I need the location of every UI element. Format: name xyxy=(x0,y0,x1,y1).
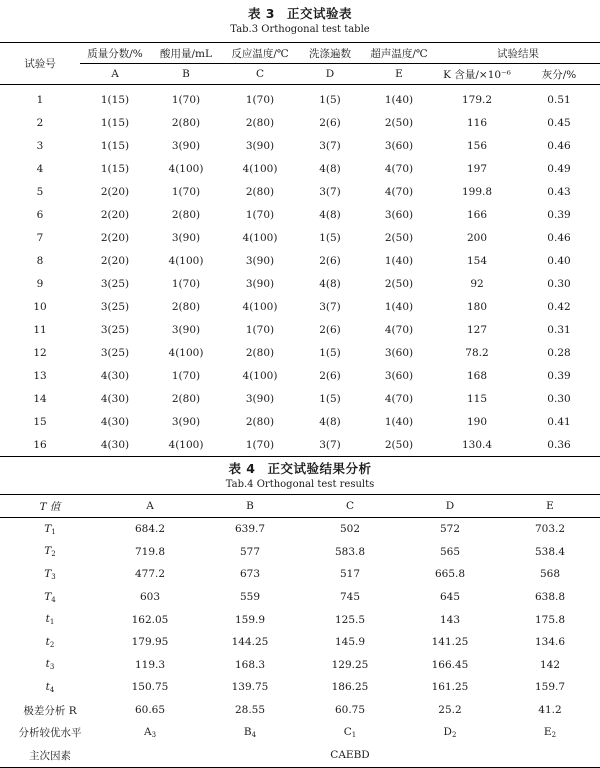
cell-b: 168.3 xyxy=(234,658,266,671)
cell-factor-c: 2(80) xyxy=(245,185,275,198)
cell-factor-d: 4(8) xyxy=(319,277,341,290)
cell-factor-a: 1(15) xyxy=(100,162,130,175)
cell-a: 119.3 xyxy=(134,658,166,671)
cell-factor-e: 1(40) xyxy=(384,300,414,313)
cell-factor-a: 1(15) xyxy=(100,116,130,129)
cell-factor-d: 4(8) xyxy=(319,208,341,221)
optimal-e xyxy=(500,721,600,744)
cell-e: 41.2 xyxy=(538,704,562,717)
cell-factor-d: 2(6) xyxy=(319,369,341,382)
cell-factor-a: 2(20) xyxy=(100,208,130,221)
table-row xyxy=(0,410,600,433)
optimal-level: 1 xyxy=(351,731,357,740)
cell-factor-b: 3(90) xyxy=(171,231,201,244)
cell-k-content: 166 xyxy=(466,208,488,221)
row-label-subscript: 3 xyxy=(49,663,55,672)
header-factor-c: 反应温度/℃ xyxy=(231,47,289,60)
cell-c: 60.75 xyxy=(334,704,366,717)
cell-factor-d: 4(8) xyxy=(319,162,341,175)
header-t-value: T 值 xyxy=(0,495,100,518)
table-row xyxy=(0,249,600,272)
cell-factor-a: 1(15) xyxy=(100,139,130,152)
cell-factor-a: 4(30) xyxy=(100,415,130,428)
cell-factor-b: 1(70) xyxy=(171,277,201,290)
cell-ash: 0.31 xyxy=(547,323,571,336)
cell-d: 565 xyxy=(439,545,461,558)
cell-factor-e: 2(50) xyxy=(384,231,414,244)
cell-b: 559 xyxy=(239,591,261,604)
cell-factor-e: 2(50) xyxy=(384,116,414,129)
header-trial-no: 试验号 xyxy=(0,43,80,85)
header-results: 试验结果 xyxy=(497,47,539,60)
cell-trial-no: 1 xyxy=(36,93,44,106)
cell-e: 159.7 xyxy=(534,681,566,694)
cell-factor-b: 4(100) xyxy=(168,162,204,175)
cell-factor-b: 4(100) xyxy=(168,438,204,451)
header-e: E xyxy=(500,495,600,518)
cell-k-content: 130.4 xyxy=(461,438,493,451)
cell-factor-b: 4(100) xyxy=(168,254,204,267)
header-code-b: B xyxy=(150,64,222,85)
table4-caption-title: 正交试验结果分析 xyxy=(267,461,372,476)
table-row xyxy=(0,676,600,699)
cell-a: 179.95 xyxy=(131,636,169,649)
cell-factor-c: 4(100) xyxy=(242,162,278,175)
row-label-subscript: 4 xyxy=(49,685,55,694)
table-row xyxy=(0,586,600,609)
table3-caption-number: 表 3 xyxy=(247,6,276,21)
row-label xyxy=(0,654,100,677)
cell-factor-c: 2(80) xyxy=(245,415,275,428)
cell-factor-a: 2(20) xyxy=(100,254,130,267)
cell-e: 142 xyxy=(539,658,561,671)
row-label: 分析较优水平 xyxy=(18,727,82,740)
optimal-b xyxy=(200,721,300,744)
cell-factor-c: 3(90) xyxy=(245,277,275,290)
header-code-e: E xyxy=(362,64,436,85)
cell-trial-no: 6 xyxy=(36,208,44,221)
cell-k-content: 168 xyxy=(466,369,488,382)
cell-factor-d: 2(6) xyxy=(319,323,341,336)
table-row xyxy=(0,364,600,387)
header-code-c: C xyxy=(222,64,298,85)
cell-d: 572 xyxy=(439,523,461,536)
cell-e: 568 xyxy=(539,568,561,581)
cell-ash: 0.30 xyxy=(547,277,571,290)
table4-caption-english: Tab.4 Orthogonal test results xyxy=(225,479,375,490)
cell-factor-c: 4(100) xyxy=(242,231,278,244)
cell-trial-no: 8 xyxy=(36,254,44,267)
header-b: B xyxy=(200,495,300,518)
table-row xyxy=(0,318,600,341)
optimal-factor: C xyxy=(343,726,352,739)
cell-b: 144.25 xyxy=(231,636,269,649)
cell-ash: 0.51 xyxy=(547,93,571,106)
cell-factor-c: 1(70) xyxy=(245,323,275,336)
row-label-subscript: 1 xyxy=(49,618,55,627)
factor-order-value: CAEBD xyxy=(330,749,370,762)
row-label-text: t xyxy=(45,658,50,671)
cell-a: 60.65 xyxy=(134,704,166,717)
cell-e: 134.6 xyxy=(534,636,566,649)
cell-trial-no: 2 xyxy=(36,116,44,129)
table-row xyxy=(0,541,600,564)
cell-trial-no: 5 xyxy=(36,185,44,198)
cell-trial-no: 4 xyxy=(36,162,44,175)
row-label xyxy=(0,541,100,564)
optimal-a xyxy=(100,721,200,744)
cell-factor-a: 2(20) xyxy=(100,185,130,198)
header-factor-b: 酸用量/mL xyxy=(160,47,212,60)
cell-factor-b: 1(70) xyxy=(171,185,201,198)
cell-trial-no: 16 xyxy=(33,438,47,451)
row-label-text: T xyxy=(44,545,52,558)
row-label-subscript: 2 xyxy=(51,550,56,559)
cell-c: 583.8 xyxy=(334,545,366,558)
cell-factor-d: 2(6) xyxy=(319,254,341,267)
optimal-level: 4 xyxy=(251,731,257,740)
cell-factor-e: 4(70) xyxy=(384,162,414,175)
cell-trial-no: 3 xyxy=(36,139,44,152)
header-factor-d: 洗涤遍数 xyxy=(309,47,351,60)
cell-k-content: 78.2 xyxy=(465,346,489,359)
table3-caption-title: 正交试验表 xyxy=(287,6,353,21)
cell-k-content: 116 xyxy=(466,116,488,129)
table4-caption-number: 表 4 xyxy=(228,461,256,476)
cell-d: 141.25 xyxy=(431,636,469,649)
row-label-text: T xyxy=(44,590,52,603)
table-row xyxy=(0,433,600,457)
table-row xyxy=(0,272,600,295)
table-row xyxy=(0,295,600,318)
factor-order-row xyxy=(0,744,600,767)
cell-factor-c: 4(100) xyxy=(242,369,278,382)
cell-ash: 0.43 xyxy=(547,185,571,198)
cell-k-content: 115 xyxy=(466,392,488,405)
cell-b: 139.75 xyxy=(231,681,269,694)
cell-factor-e: 3(60) xyxy=(384,369,414,382)
cell-ash: 0.46 xyxy=(547,231,571,244)
cell-k-content: 156 xyxy=(466,139,488,152)
cell-ash: 0.42 xyxy=(547,300,571,313)
optimal-factor: A xyxy=(143,726,152,739)
cell-trial-no: 12 xyxy=(33,346,47,359)
table4-caption xyxy=(0,459,600,490)
cell-ash: 0.28 xyxy=(547,346,571,359)
cell-ash: 0.45 xyxy=(547,116,571,129)
header-factor-e: 超声温度/℃ xyxy=(370,47,428,60)
optimal-d xyxy=(400,721,500,744)
orthogonal-results-table-body xyxy=(0,518,600,768)
cell-a: 684.2 xyxy=(134,523,166,536)
cell-factor-e: 4(70) xyxy=(384,323,414,336)
header-code-d: D xyxy=(298,64,362,85)
cell-factor-b: 1(70) xyxy=(171,369,201,382)
cell-k-content: 92 xyxy=(470,277,484,290)
row-label-text: t xyxy=(45,613,50,626)
cell-c: 502 xyxy=(339,523,361,536)
table-row xyxy=(0,387,600,410)
cell-factor-e: 4(70) xyxy=(384,392,414,405)
cell-b: 159.9 xyxy=(234,613,266,626)
cell-e: 175.8 xyxy=(534,613,566,626)
cell-ash: 0.41 xyxy=(547,415,571,428)
cell-trial-no: 10 xyxy=(33,300,47,313)
cell-c: 145.9 xyxy=(334,636,366,649)
cell-factor-b: 2(80) xyxy=(171,208,201,221)
cell-c: 745 xyxy=(339,591,361,604)
row-label xyxy=(0,631,100,654)
cell-factor-a: 3(25) xyxy=(100,346,130,359)
cell-factor-c: 3(90) xyxy=(245,139,275,152)
cell-factor-c: 1(70) xyxy=(245,93,275,106)
cell-factor-d: 4(8) xyxy=(319,415,341,428)
cell-ash: 0.40 xyxy=(547,254,571,267)
cell-factor-d: 3(7) xyxy=(319,438,341,451)
optimal-level: 2 xyxy=(551,731,557,740)
cell-c: 517 xyxy=(339,568,361,581)
row-label xyxy=(0,586,100,609)
cell-e: 638.8 xyxy=(534,591,566,604)
cell-factor-b: 3(90) xyxy=(171,139,201,152)
cell-a: 150.75 xyxy=(131,681,169,694)
cell-b: 28.55 xyxy=(234,704,266,717)
header-k-content: K 含量/×10⁻⁶ xyxy=(436,64,518,85)
optimal-level-row xyxy=(0,721,600,744)
cell-trial-no: 15 xyxy=(33,415,47,428)
row-label-subscript: 4 xyxy=(51,595,56,604)
table-row xyxy=(0,111,600,134)
cell-factor-a: 3(25) xyxy=(100,277,130,290)
table3-caption-main xyxy=(0,4,600,22)
table-row xyxy=(0,203,600,226)
cell-k-content: 127 xyxy=(466,323,488,336)
table-row xyxy=(0,563,600,586)
table-row xyxy=(0,631,600,654)
cell-trial-no: 7 xyxy=(36,231,44,244)
table-row xyxy=(0,699,600,722)
cell-trial-no: 14 xyxy=(33,392,47,405)
cell-factor-d: 1(5) xyxy=(319,231,341,244)
row-label-text: T xyxy=(44,522,52,535)
cell-factor-d: 3(7) xyxy=(319,139,341,152)
cell-a: 719.8 xyxy=(134,545,166,558)
cell-b: 577 xyxy=(239,545,261,558)
orthogonal-test-table-body xyxy=(0,85,600,457)
table3-caption xyxy=(0,4,600,35)
optimal-c xyxy=(300,721,400,744)
cell-a: 162.05 xyxy=(131,613,169,626)
table-row xyxy=(0,654,600,677)
row-label xyxy=(0,699,100,722)
row-label-subscript: 2 xyxy=(49,640,55,649)
cell-ash: 0.46 xyxy=(547,139,571,152)
cell-a: 477.2 xyxy=(134,568,166,581)
cell-factor-d: 3(7) xyxy=(319,185,341,198)
cell-d: 166.45 xyxy=(431,658,469,671)
table3-caption-english: Tab.3 Orthogonal test table xyxy=(230,24,370,35)
cell-factor-c: 1(70) xyxy=(245,208,275,221)
cell-ash: 0.39 xyxy=(547,369,571,382)
cell-trial-no: 11 xyxy=(33,323,47,336)
cell-d: 665.8 xyxy=(434,568,466,581)
header-factor-a: 质量分数/% xyxy=(87,47,143,60)
cell-ash: 0.36 xyxy=(547,438,571,451)
cell-factor-a: 2(20) xyxy=(100,231,130,244)
cell-factor-b: 3(90) xyxy=(171,415,201,428)
row-label-text: t xyxy=(45,635,50,648)
cell-factor-b: 2(80) xyxy=(171,116,201,129)
table-row xyxy=(0,134,600,157)
optimal-factor: D xyxy=(443,726,452,739)
cell-factor-a: 1(15) xyxy=(100,93,130,106)
cell-ash: 0.39 xyxy=(547,208,571,221)
cell-factor-d: 1(5) xyxy=(319,392,341,405)
row-label: 主次因素 xyxy=(29,749,71,762)
cell-k-content: 197 xyxy=(466,162,488,175)
header-code-a: A xyxy=(80,64,150,85)
cell-k-content: 190 xyxy=(466,415,488,428)
table-row xyxy=(0,226,600,249)
cell-factor-a: 3(25) xyxy=(100,323,130,336)
optimal-level: 3 xyxy=(151,731,157,740)
table-row xyxy=(0,608,600,631)
cell-factor-c: 1(70) xyxy=(245,438,275,451)
cell-factor-c: 3(90) xyxy=(245,392,275,405)
cell-k-content: 180 xyxy=(466,300,488,313)
optimal-level: 2 xyxy=(451,731,457,740)
cell-factor-b: 3(90) xyxy=(171,323,201,336)
optimal-factor: E xyxy=(543,726,552,739)
cell-factor-a: 3(25) xyxy=(100,300,130,313)
cell-b: 639.7 xyxy=(234,523,266,536)
orthogonal-results-table xyxy=(0,494,600,768)
cell-factor-e: 1(40) xyxy=(384,415,414,428)
cell-factor-a: 4(30) xyxy=(100,438,130,451)
row-label xyxy=(0,676,100,699)
cell-factor-b: 1(70) xyxy=(171,93,201,106)
orthogonal-test-table xyxy=(0,42,600,457)
cell-factor-d: 1(5) xyxy=(319,346,341,359)
row-label xyxy=(0,563,100,586)
cell-factor-c: 2(80) xyxy=(245,346,275,359)
cell-b: 673 xyxy=(239,568,261,581)
table-row xyxy=(0,518,600,541)
cell-factor-a: 4(30) xyxy=(100,392,130,405)
cell-factor-e: 3(60) xyxy=(384,208,414,221)
cell-factor-c: 2(80) xyxy=(245,116,275,129)
cell-factor-b: 4(100) xyxy=(168,346,204,359)
header-c: C xyxy=(300,495,400,518)
cell-c: 125.5 xyxy=(334,613,366,626)
table4-caption-main xyxy=(0,459,600,477)
cell-ash: 0.49 xyxy=(547,162,571,175)
cell-d: 161.25 xyxy=(431,681,469,694)
cell-k-content: 199.8 xyxy=(461,185,493,198)
row-label-text: 极差分析 R xyxy=(23,704,77,717)
header-d: D xyxy=(400,495,500,518)
table-row xyxy=(0,341,600,364)
row-label-text: T xyxy=(44,567,52,580)
cell-factor-e: 4(70) xyxy=(384,185,414,198)
table-row xyxy=(0,85,600,112)
cell-a: 603 xyxy=(139,591,161,604)
cell-d: 645 xyxy=(439,591,461,604)
optimal-factor: B xyxy=(243,726,252,739)
cell-factor-e: 2(50) xyxy=(384,438,414,451)
cell-factor-a: 4(30) xyxy=(100,369,130,382)
cell-factor-d: 1(5) xyxy=(319,93,341,106)
cell-k-content: 154 xyxy=(466,254,488,267)
cell-factor-c: 3(90) xyxy=(245,254,275,267)
cell-c: 186.25 xyxy=(331,681,369,694)
row-label-subscript: 3 xyxy=(51,572,56,581)
table-row xyxy=(0,157,600,180)
cell-factor-d: 2(6) xyxy=(319,116,341,129)
cell-factor-c: 4(100) xyxy=(242,300,278,313)
header-a: A xyxy=(100,495,200,518)
cell-factor-e: 3(60) xyxy=(384,346,414,359)
cell-k-content: 200 xyxy=(466,231,488,244)
row-label-text: t xyxy=(45,680,50,693)
cell-factor-b: 2(80) xyxy=(171,300,201,313)
cell-trial-no: 13 xyxy=(33,369,47,382)
cell-e: 538.4 xyxy=(534,545,566,558)
row-label-subscript: 1 xyxy=(51,527,56,536)
cell-factor-e: 1(40) xyxy=(384,254,414,267)
cell-k-content: 179.2 xyxy=(461,93,493,106)
cell-d: 143 xyxy=(439,613,461,626)
cell-factor-e: 2(50) xyxy=(384,277,414,290)
cell-factor-b: 2(80) xyxy=(171,392,201,405)
cell-trial-no: 9 xyxy=(36,277,44,290)
table-row xyxy=(0,180,600,203)
cell-ash: 0.30 xyxy=(547,392,571,405)
cell-c: 129.25 xyxy=(331,658,369,671)
row-label xyxy=(0,518,100,541)
cell-e: 703.2 xyxy=(534,523,566,536)
cell-d: 25.2 xyxy=(438,704,462,717)
row-label xyxy=(0,608,100,631)
cell-factor-e: 3(60) xyxy=(384,139,414,152)
cell-factor-d: 3(7) xyxy=(319,300,341,313)
header-ash: 灰分/% xyxy=(518,64,600,85)
cell-factor-e: 1(40) xyxy=(384,93,414,106)
